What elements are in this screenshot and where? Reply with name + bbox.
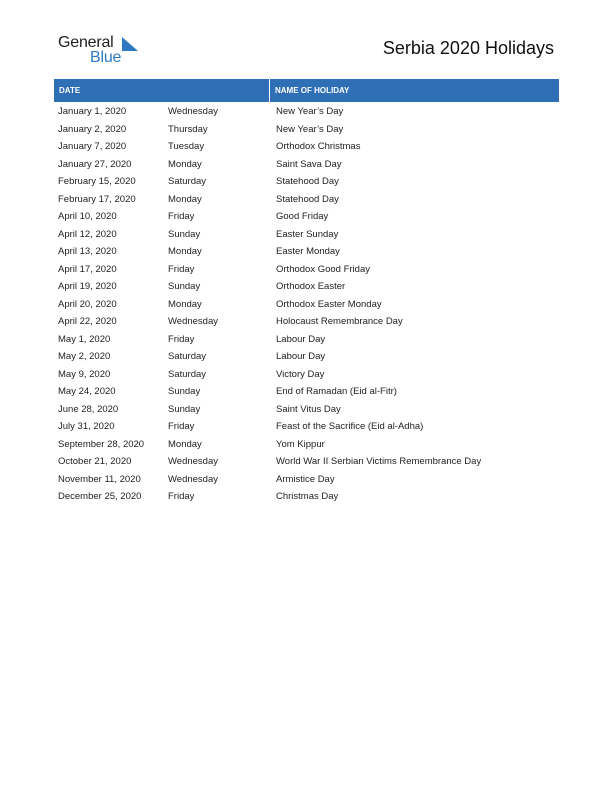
holiday-name: Saint Sava Day	[276, 158, 342, 170]
holiday-name: Easter Monday	[276, 246, 340, 258]
logo-triangle-icon	[120, 37, 138, 51]
table-row	[54, 383, 559, 401]
holiday-weekday: Tuesday	[168, 141, 205, 153]
holiday-name: Orthodox Christmas	[276, 141, 361, 153]
holiday-weekday: Friday	[168, 211, 195, 223]
holiday-date: January 1, 2020	[58, 106, 127, 118]
table-row	[54, 488, 559, 506]
table-header	[54, 79, 559, 102]
column-header-name: NAME OF HOLIDAY	[275, 86, 350, 95]
holiday-date: December 25, 2020	[58, 491, 142, 503]
holiday-weekday: Friday	[168, 491, 195, 503]
holiday-name: Saint Vitus Day	[276, 403, 341, 415]
table-row	[54, 436, 559, 454]
holiday-date: April 20, 2020	[58, 298, 117, 310]
holiday-name: New Year’s Day	[276, 123, 344, 135]
holiday-weekday: Sunday	[168, 386, 201, 398]
holiday-weekday: Saturday	[168, 351, 207, 363]
table-row	[54, 471, 559, 489]
holiday-date: January 2, 2020	[58, 123, 127, 135]
logo-text-general: General	[58, 34, 114, 51]
holiday-weekday: Friday	[168, 333, 195, 345]
holiday-date: July 31, 2020	[58, 421, 115, 433]
holiday-date: May 1, 2020	[58, 333, 111, 345]
page-title: Serbia 2020 Holidays	[382, 38, 554, 58]
table-row	[54, 261, 559, 279]
holiday-date: April 19, 2020	[58, 281, 117, 293]
holiday-weekday: Sunday	[168, 281, 201, 293]
column-header-date: DATE	[54, 79, 270, 102]
holidays-table	[54, 79, 559, 506]
holiday-weekday: Sunday	[168, 228, 201, 240]
table-row	[54, 173, 559, 191]
holiday-date: January 7, 2020	[58, 141, 127, 153]
holiday-name: Statehood Day	[276, 193, 339, 205]
holiday-date: April 12, 2020	[58, 228, 117, 240]
holiday-date: September 28, 2020	[58, 438, 145, 450]
holiday-name: World War II Serbian Victims Remembrance Day	[276, 456, 482, 468]
table-row	[54, 121, 559, 139]
table-row	[54, 191, 559, 209]
table-row	[54, 313, 559, 331]
holiday-name: Statehood Day	[276, 176, 339, 188]
holiday-date: April 22, 2020	[58, 316, 117, 328]
holiday-name: Orthodox Easter Monday	[276, 298, 382, 310]
holiday-weekday: Thursday	[168, 123, 208, 135]
table-row	[54, 103, 559, 121]
table-row	[54, 348, 559, 366]
holiday-name: Orthodox Easter	[276, 281, 346, 293]
holiday-date: October 21, 2020	[58, 456, 132, 468]
table-body	[54, 102, 559, 506]
holiday-name: Feast of the Sacrifice (Eid al-Adha)	[276, 421, 424, 433]
holiday-name: Armistice Day	[276, 473, 335, 485]
table-row	[54, 278, 559, 296]
holiday-name: Easter Sunday	[276, 228, 339, 240]
holiday-name: Orthodox Good Friday	[276, 263, 370, 275]
holiday-weekday: Wednesday	[168, 456, 218, 468]
holiday-weekday: Monday	[168, 298, 202, 310]
holiday-date: May 9, 2020	[58, 368, 111, 380]
table-row	[54, 401, 559, 419]
holiday-name: Christmas Day	[276, 491, 339, 503]
table-row	[54, 296, 559, 314]
holiday-weekday: Sunday	[168, 403, 201, 415]
holiday-date: April 13, 2020	[58, 246, 117, 258]
holiday-weekday: Wednesday	[168, 106, 218, 118]
holiday-date: April 17, 2020	[58, 263, 117, 275]
holiday-date: May 2, 2020	[58, 351, 111, 363]
holiday-name: Holocaust Remembrance Day	[276, 316, 403, 328]
table-row	[54, 418, 559, 436]
logo-text-blue: Blue	[90, 49, 122, 66]
holiday-name: Labour Day	[276, 351, 326, 363]
holiday-name: Labour Day	[276, 333, 326, 345]
holiday-name: New Year’s Day	[276, 106, 344, 118]
table-row	[54, 226, 559, 244]
table-row	[54, 156, 559, 174]
holiday-weekday: Monday	[168, 158, 202, 170]
holiday-weekday: Saturday	[168, 368, 207, 380]
holiday-weekday: Monday	[168, 193, 202, 205]
table-row	[54, 243, 559, 261]
holiday-weekday: Monday	[168, 246, 202, 258]
holiday-weekday: Friday	[168, 421, 195, 433]
holiday-weekday: Wednesday	[168, 316, 218, 328]
holiday-date: June 28, 2020	[58, 403, 119, 415]
table-row	[54, 366, 559, 384]
table-row	[54, 138, 559, 156]
holiday-weekday: Saturday	[168, 176, 207, 188]
holiday-date: February 17, 2020	[58, 193, 136, 205]
table-row	[54, 331, 559, 349]
holiday-date: February 15, 2020	[58, 176, 136, 188]
holiday-weekday: Monday	[168, 438, 202, 450]
holiday-weekday: Friday	[168, 263, 195, 275]
holiday-weekday: Wednesday	[168, 473, 218, 485]
holiday-date: April 10, 2020	[58, 211, 117, 223]
holiday-date: November 11, 2020	[58, 473, 141, 485]
holiday-date: January 27, 2020	[58, 158, 132, 170]
holiday-name: End of Ramadan (Eid al-Fitr)	[276, 386, 397, 398]
holiday-name: Good Friday	[276, 211, 329, 223]
table-row	[54, 453, 559, 471]
generalblue-logo	[58, 34, 148, 68]
holiday-date: May 24, 2020	[58, 386, 116, 398]
holiday-name: Victory Day	[276, 368, 325, 380]
holiday-name: Yom Kippur	[276, 438, 325, 450]
table-row	[54, 208, 559, 226]
